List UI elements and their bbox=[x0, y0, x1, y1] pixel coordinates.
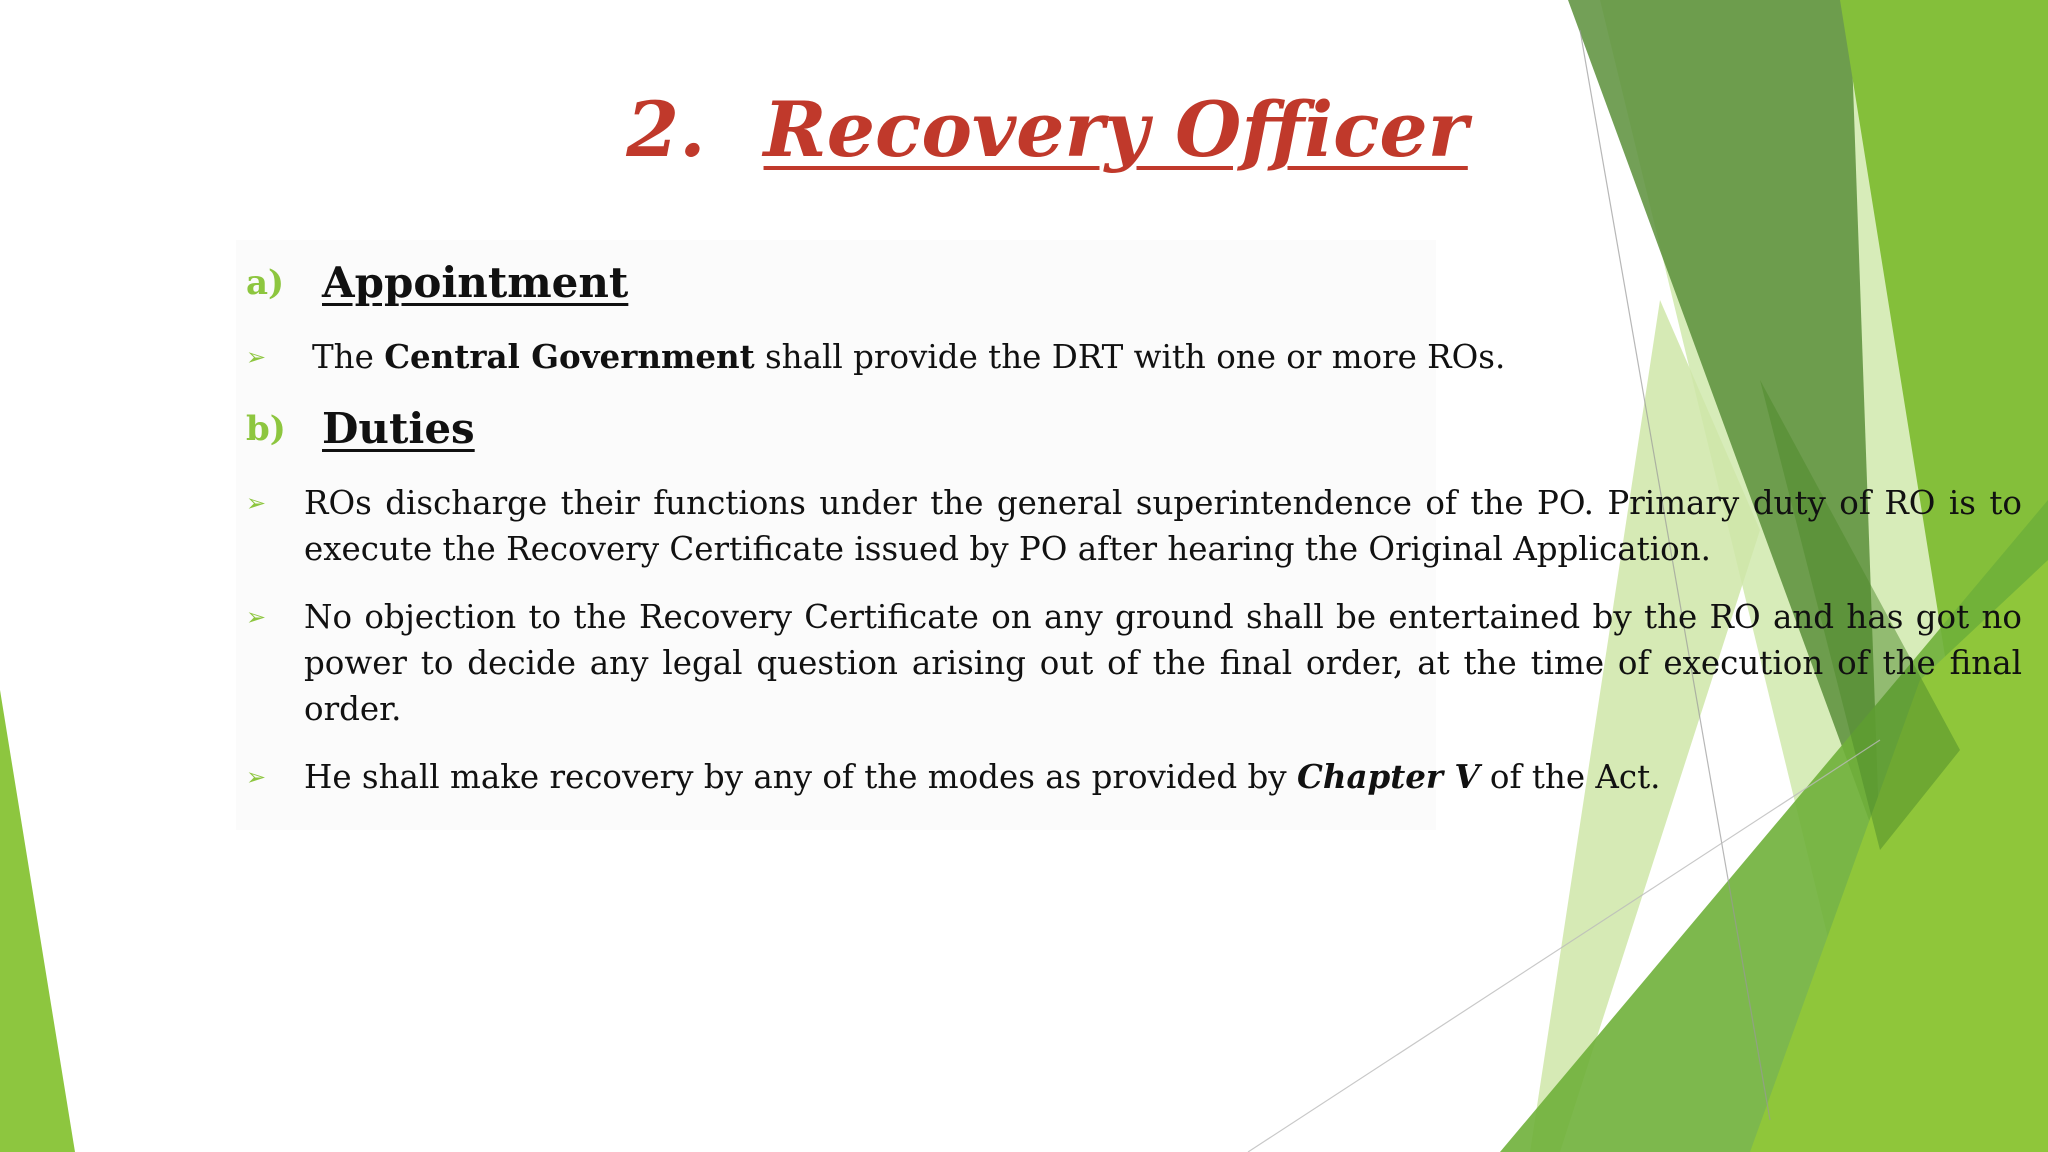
bullet-item bbox=[246, 480, 2022, 572]
arrow-bullet-icon: ➢ bbox=[246, 603, 267, 631]
title-text: Recovery Officer bbox=[763, 85, 1468, 174]
title-number: 2. bbox=[626, 85, 706, 174]
arrow-bullet-icon: ➢ bbox=[246, 489, 267, 517]
bullet-item bbox=[246, 754, 2022, 800]
bullet-item bbox=[246, 334, 2030, 380]
bullet-text: No objection to the Recovery Certificate on any ground shall be entertained by the RO and has got no power to decide any legal question arising out of the final order, at the time of execution of the final order. bbox=[304, 598, 2022, 728]
bold-italic-text: Chapter V bbox=[1296, 757, 1480, 796]
section-heading-duties bbox=[246, 404, 475, 453]
arrow-bullet-icon: ➢ bbox=[246, 763, 267, 791]
left-green-wedge bbox=[0, 690, 75, 1152]
slide-title bbox=[0, 80, 2048, 180]
section-heading-text: Appointment bbox=[322, 258, 629, 307]
bullet-text: ROs discharge their functions under the general superintendence of the PO. Primary duty of RO is to execute the Recovery Certificate issued by PO after hearing the Original Application. bbox=[304, 484, 2022, 568]
arrow-bullet-icon: ➢ bbox=[246, 343, 267, 371]
bullet-text: He shall make recovery by any of the modes as provided by Chapter V of the Act. bbox=[304, 757, 1661, 796]
bold-text: Central Government bbox=[384, 337, 755, 376]
section-marker: b) bbox=[246, 408, 286, 449]
section-marker: a) bbox=[246, 262, 285, 303]
section-heading-appointment bbox=[246, 258, 628, 307]
bullet-text: The Central Government shall provide the DRT with one or more ROs. bbox=[312, 337, 1506, 376]
section-heading-text: Duties bbox=[322, 404, 475, 453]
bullet-item bbox=[246, 594, 2022, 732]
